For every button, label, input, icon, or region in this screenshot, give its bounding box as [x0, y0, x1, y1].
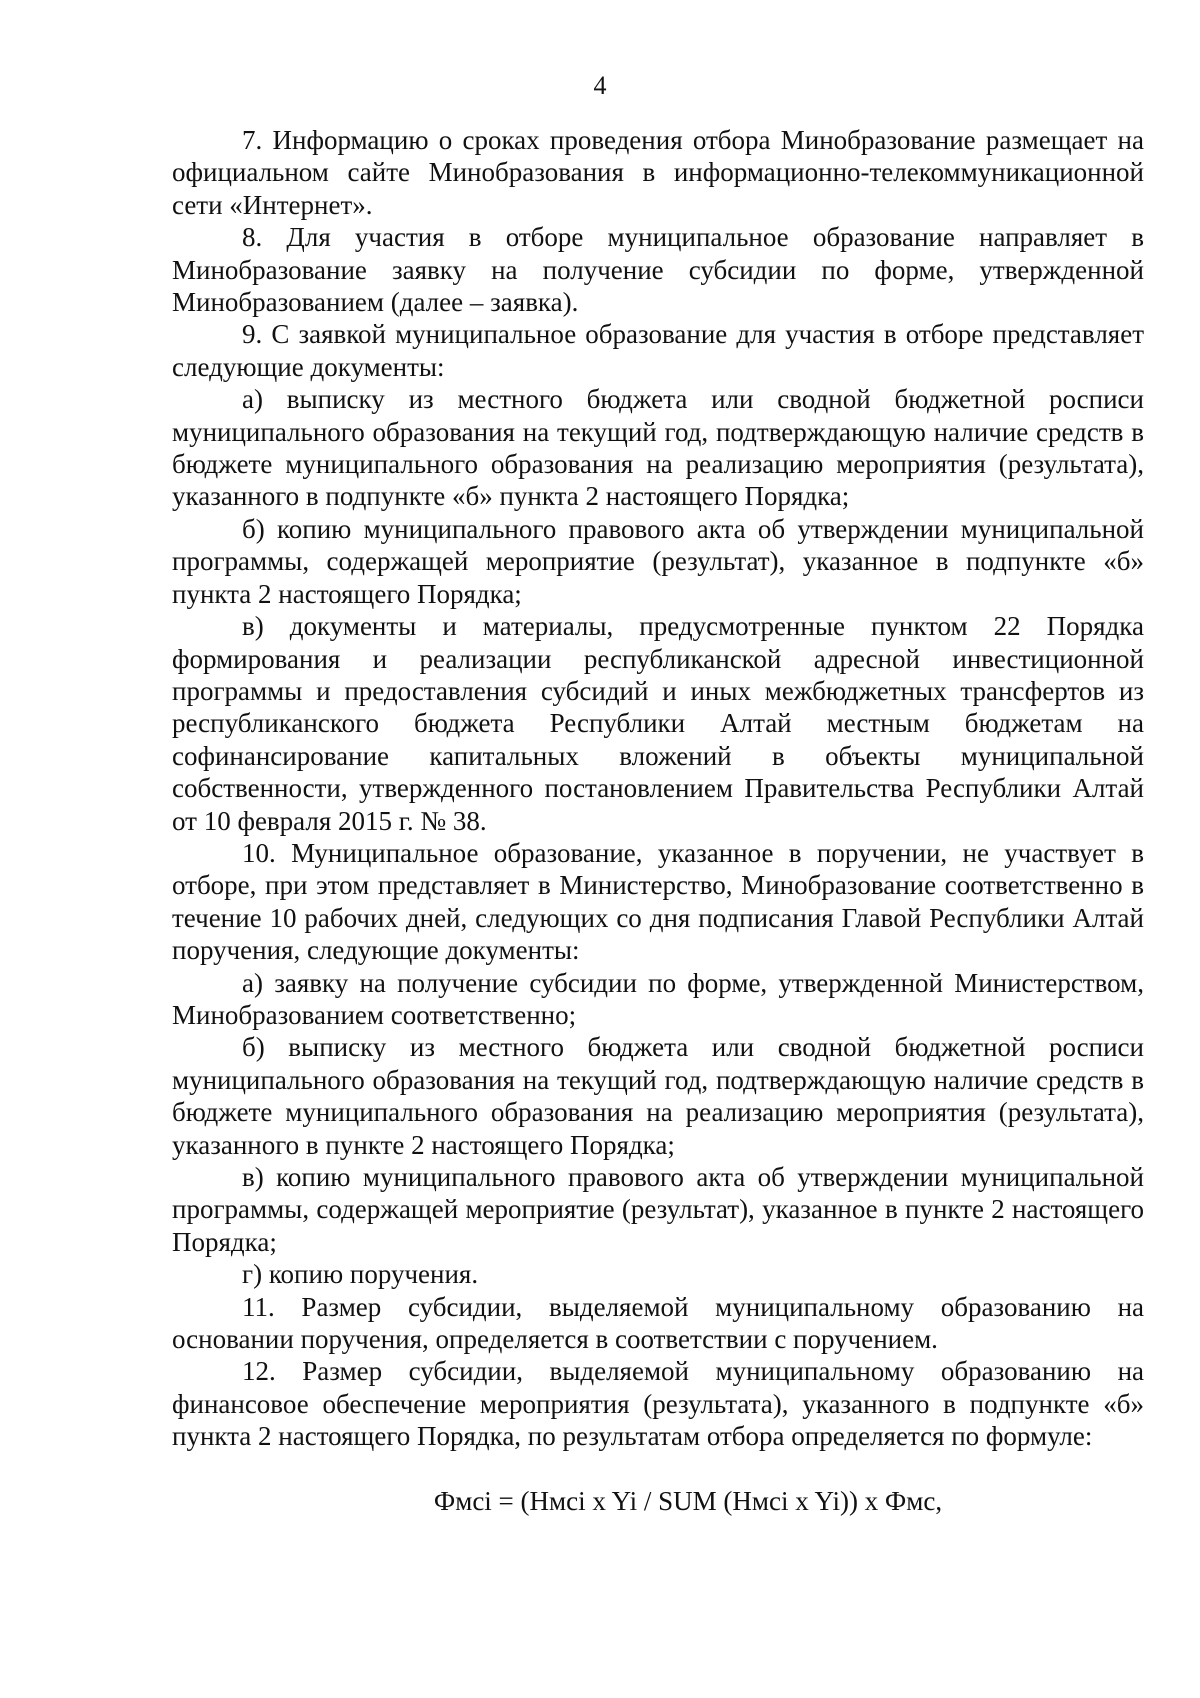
- paragraph-7: 7. Информацию о сроках проведения отбора Минобразование размещает на официальном сайте Минобразования в информационно-телекоммуникационной сети «Интернет».: [172, 125, 1144, 220]
- subsidy-formula: Фмсi = (Нмсi x Yi / SUM (Нмсi x Yi)) x Фмс,: [433, 1485, 943, 1516]
- paragraph-9-item-b: б) копию муниципального правового акта об утверждении муниципальной программы, содержащей мероприятие (результат), указанное в подпункте «б» пункта 2 настоящего Порядка;: [172, 513, 1144, 609]
- paragraph-10-item-g: г) копию поручения.: [242, 1259, 479, 1290]
- document-body: [172, 124, 1144, 1517]
- paragraph-11: 11. Размер субсидии, выделяемой муниципальному образованию на основании поручения, определяется в соответствии с поручением.: [172, 1291, 1144, 1355]
- paragraph-9-item-a: а) выписку из местного бюджета или сводной бюджетной росписи муниципального образования на текущий год, подтверждающую наличие средств в бюджете муниципального образования на реализацию мероприятия (результата), указанного в подпункте «б» пункта 2 настоящего Порядка;: [172, 384, 1144, 512]
- paragraph-10-item-b: б) выписку из местного бюджета или сводной бюджетной росписи муниципального образования на текущий год, подтверждающую наличие средств в бюджете муниципального образования на реализацию мероприятия (результата), указанного в пункте 2 настоящего Порядка;: [172, 1032, 1144, 1160]
- paragraph-10-item-v: в) копию муниципального правового акта об утверждении муниципальной программы, содержащей мероприятие (результат), указанное в пункте 2 настоящего Порядка;: [172, 1162, 1144, 1257]
- paragraph-12: 12. Размер субсидии, выделяемой муниципальному образованию на финансовое обеспечение мероприятия (результата), указанного в подпункте «б» пункта 2 настоящего Порядка, по результатам отбора определяется по формуле:: [172, 1356, 1144, 1452]
- paragraph-10: 10. Муниципальное образование, указанное в поручении, не участвует в отборе, при этом представляет в Министерство, Минобразование соответственно в течение 10 рабочих дней, следующих со дня подписания Главой Республики Алтай поручения, следующие документы:: [172, 837, 1144, 966]
- page-number: 4: [593, 71, 607, 100]
- paragraph-8: 8. Для участия в отборе муниципальное образование направляет в Минобразование заявку на получение субсидии по форме, утвержденной Минобразованием (далее – заявка).: [172, 222, 1144, 318]
- paragraph-9-item-v: в) документы и материалы, предусмотренные пунктом 22 Порядка формирования и реализации республиканской адресной инвестиционной программы и предоставления субсидий и иных межбюджетных трансфертов из республиканского бюджета Республики Алтай местным бюджетам на софинансирование капитальных вложений в объекты муниципальной собственности, утвержденного постановлением Правительства Республики Алтай от 10 февраля 2015 г. № 38.: [172, 611, 1144, 836]
- paragraph-9: 9. С заявкой муниципальное образование для участия в отборе представляет следующие документы:: [172, 319, 1144, 382]
- paragraph-10-item-a: а) заявку на получение субсидии по форме, утвержденной Министерством, Минобразованием соответственно;: [172, 967, 1144, 1030]
